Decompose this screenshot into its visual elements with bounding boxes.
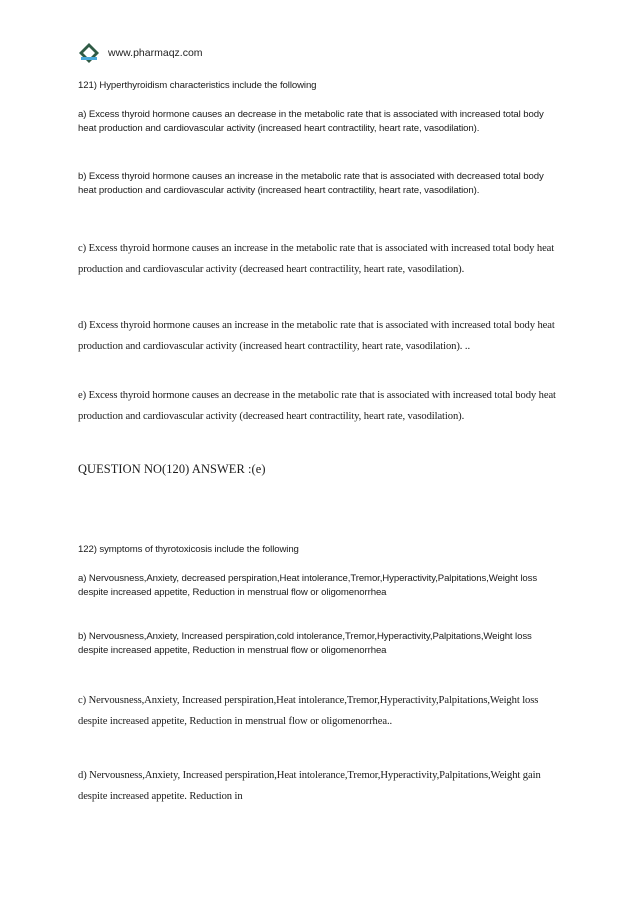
question-121-option-e: e) Excess thyroid hormone causes an decrease in the metabolic rate that is associated with increased total body heat production and cardiovascular activity (decreased heart contractility, heart rate, vasodilation). xyxy=(78,390,556,422)
question-122-option-c: c) Nervousness,Anxiety, Increased perspiration,Heat intolerance,Tremor,Hyperactivity,Palpitations,Weight loss despite increased appetite, Reduction in menstrual flow or oligomenorrhea.. xyxy=(78,695,539,727)
site-url: www.pharmaqz.com xyxy=(108,47,203,59)
question-121-option-c: c) Excess thyroid hormone causes an increase in the metabolic rate that is associated with increased total body heat production and cardiovascular activity (decreased heart contractility, heart rate, vasodilation). xyxy=(78,243,555,275)
question-121-option-b: b) Excess thyroid hormone causes an increase in the metabolic rate that is associated with decreased total body heat production and cardiovascular activity (increased heart contractility, heart rate, vasodilation). xyxy=(78,171,544,196)
question-121-option-a: a) Excess thyroid hormone causes an decrease in the metabolic rate that is associated with increased total body heat production and cardiovascular activity (increased heart contractility, heart rate, vasodilation). xyxy=(78,109,544,134)
question-122-option-b: b) Nervousness,Anxiety, Increased perspiration,cold intolerance,Tremor,Hyperactivity,Palpitations,Weight loss despite increased appetite, Reduction in menstrual flow or oligomenorrhea xyxy=(78,631,532,656)
question-122-title: 122) symptoms of thyrotoxicosis include the following xyxy=(78,544,299,555)
question-122-option-a: a) Nervousness,Anxiety, decreased perspiration,Heat intolerance,Tremor,Hyperactivity,Palpitations,Weight loss despite increased appetite, Reduction in menstrual flow or oligomenorrhea xyxy=(78,573,538,598)
question-121-title: 121) Hyperthyroidism characteristics include the following xyxy=(78,80,317,91)
question-122-option-d: d) Nervousness,Anxiety, Increased perspiration,Heat intolerance,Tremor,Hyperactivity,Palpitations,Weight gain despite increased appetite. Reduction in xyxy=(78,770,541,802)
question-120-answer: QUESTION NO(120) ANSWER :(e) xyxy=(78,462,266,476)
page-header xyxy=(78,42,203,64)
pharmaqz-logo-icon xyxy=(78,42,100,64)
question-121-option-d: d) Excess thyroid hormone causes an increase in the metabolic rate that is associated with increased total body heat production and cardiovascular activity (increased heart contractility, heart rate, vasodilation). .. xyxy=(78,320,555,352)
